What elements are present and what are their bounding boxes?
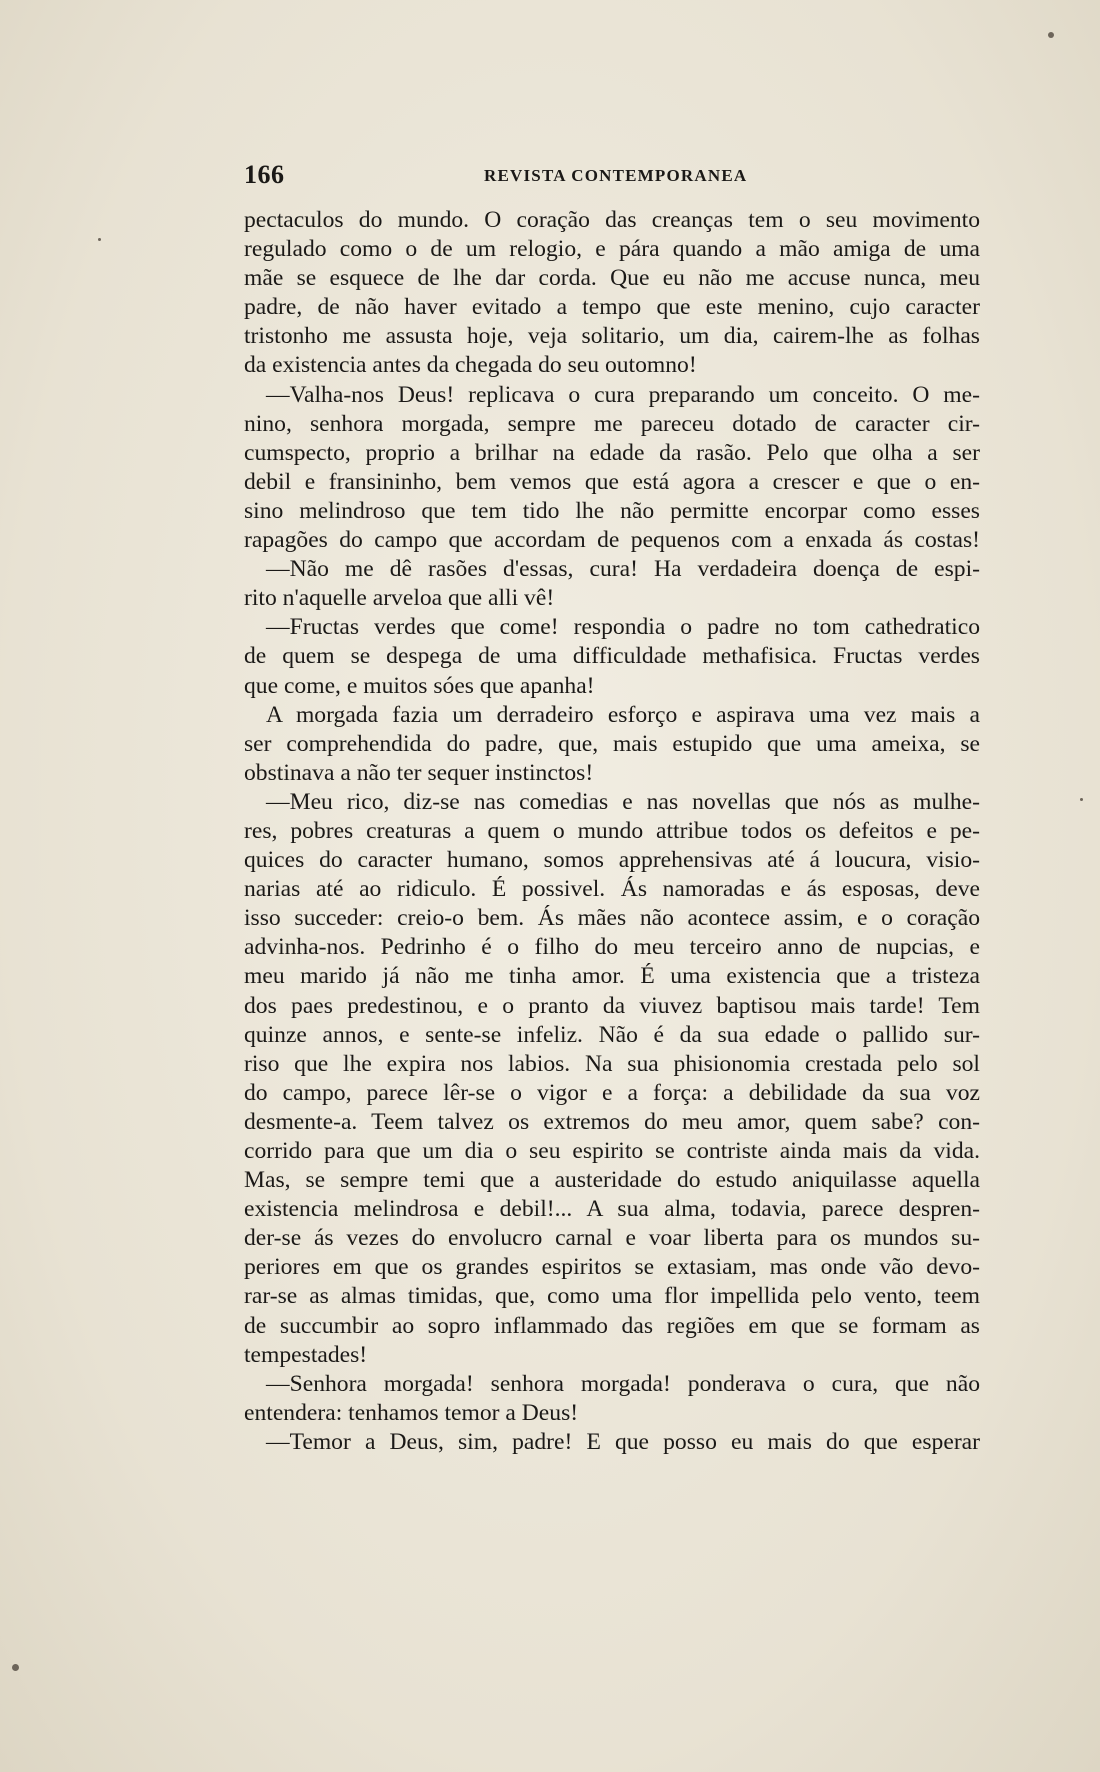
text-line: tristonho me assusta hoje, veja solitario, um dia, cairem-lhe as folhas [244,323,980,350]
text-line: —Senhora morgada! senhora morgada! ponderava o cura, que não [266,1370,980,1397]
text-line: sino melindroso que tem tido lhe não permitte encorpar como esses [244,497,980,524]
text-line: meu marido já não me tinha amor. É uma existencia que a tristeza [244,963,980,990]
text-line: padre, de não haver evitado a tempo que este menino, cujo caracter [244,294,980,321]
text-line: der-se ás vezes do envolucro carnal e voar liberta para os mundos su- [244,1225,980,1252]
paper-speck [1048,32,1054,38]
paper-speck [12,1664,19,1671]
text-line: quinze annos, e sente-se infeliz. Não é da sua edade o pallido sur- [244,1021,980,1048]
text-line: corrido para que um dia o seu espirito se contriste ainda mais da vida. [244,1138,980,1164]
text-line: rito n'aquelle arveloa que alli vê! [244,585,555,612]
text-line: —Fructas verdes que come! respondia o padre no tom cathedratico [266,614,980,641]
text-line: rapagões do campo que accordam de pequenos com a enxada ás costas! [244,527,980,554]
text-line: —Valha-nos Deus! replicava o cura preparando um conceito. O me- [266,381,980,408]
text-line: do campo, parece lêr-se o vigor e a força: a debilidade da sua voz [244,1079,980,1106]
text-line: pectaculos do mundo. O coração das creanças tem o seu movimento [244,207,980,233]
text-line: ser comprehendida do padre, que, mais estupido que uma ameixa, se [244,730,980,757]
text-line: de succumbir ao sopro inflammado das regiões em que se formam as [244,1312,980,1339]
text-line: de quem se despega de uma difficuldade methafisica. Fructas verdes [244,643,980,670]
text-line: riso que lhe expira nos labios. Na sua phisionomia crestada pelo sol [244,1050,980,1077]
text-line: res, pobres creaturas a quem o mundo attribue todos os defeitos e pe- [244,817,980,844]
text-line: cumspecto, proprio a brilhar na edade da rasão. Pelo que olha a ser [244,439,980,466]
text-line: que come, e muitos sóes que apanha! [244,672,595,699]
text-line: —Meu rico, diz-se nas comedias e nas novellas que nós as mulhe- [266,788,980,815]
text-line: narias até ao ridiculo. É possivel. Ás namoradas e ás esposas, deve [244,876,980,903]
text-line: existencia melindrosa e debil!... A sua alma, todavia, parece despren- [244,1196,980,1223]
paper-speck [98,238,101,241]
text-line: regulado como o de um relogio, e pára quando a mão amiga de uma [244,236,980,263]
text-line: da existencia antes da chegada do seu outomno! [244,352,697,379]
text-line: A morgada fazia um derradeiro esforço e aspirava uma vez mais a [266,701,980,728]
text-line: mãe se esquece de lhe dar corda. Que eu não me accuse nunca, meu [244,265,980,292]
text-line: tempestades! [244,1341,368,1368]
text-line: —Não me dê rasões d'essas, cura! Ha verdadeira doença de espi- [266,556,980,583]
text-line: isso succeder: creio-o bem. Ás mães não acontece assim, e o coração [244,905,980,932]
text-line: nino, senhora morgada, sempre me pareceu dotado de caracter cir- [244,410,980,437]
text-line: periores em que os grandes espiritos se extasiam, mas onde vão devo- [244,1254,980,1281]
paper-speck [1080,798,1083,801]
page-number: 166 [244,160,285,189]
text-line: quices do caracter humano, somos apprehensivas até á loucura, visio- [244,847,980,874]
text-line: rar-se as almas timidas, que, como uma flor impellida pelo vento, teem [244,1283,980,1310]
text-line: Mas, se sempre temi que a austeridade do estudo aniquilasse aquella [244,1167,980,1194]
body-text [244,206,980,1457]
text-line: desmente-a. Teem talvez os extremos do meu amor, quem sabe? con- [244,1108,980,1135]
running-title: REVISTA CONTEMPORANEA [484,166,748,185]
text-line: advinha-nos. Pedrinho é o filho do meu terceiro anno de nupcias, e [244,934,980,961]
text-line: —Temor a Deus, sim, padre! E que posso eu mais do que esperar [266,1428,980,1455]
text-line: dos paes predestinou, e o pranto da viuvez baptisou mais tarde! Tem [244,992,980,1019]
text-line: entendera: tenhamos temor a Deus! [244,1399,579,1426]
text-line: obstinava a não ter sequer instinctos! [244,759,594,786]
text-line: debil e fransininho, bem vemos que está agora a crescer e que o en- [244,468,980,495]
page-header [244,160,980,194]
